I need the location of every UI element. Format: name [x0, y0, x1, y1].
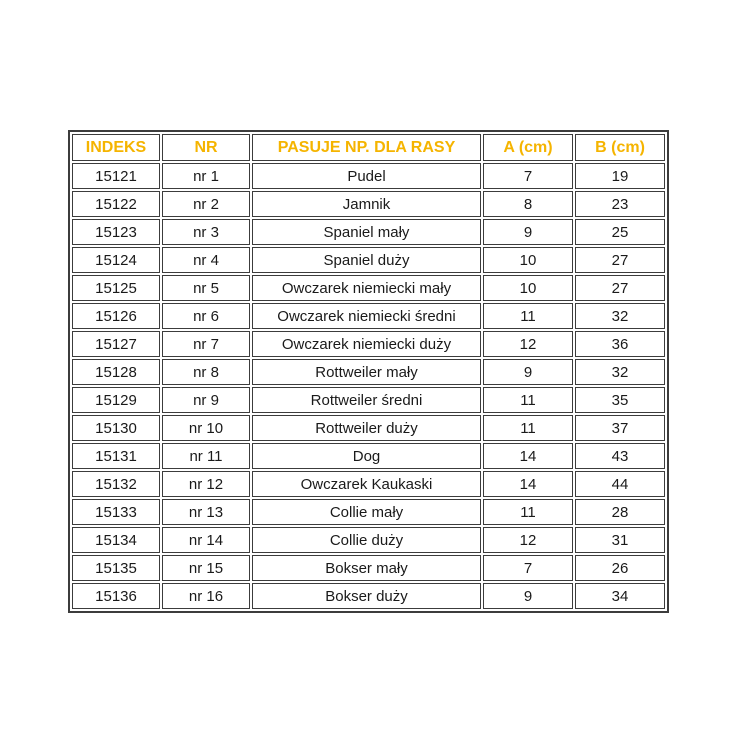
- cell-a-cm: 9: [483, 583, 573, 609]
- cell-b-cm: 27: [575, 247, 665, 273]
- cell-a-cm: 7: [483, 163, 573, 189]
- cell-a-cm: 7: [483, 555, 573, 581]
- cell-breed: Pudel: [252, 163, 481, 189]
- cell-nr: nr 11: [162, 443, 250, 469]
- cell-a-cm: 10: [483, 275, 573, 301]
- cell-a-cm: 8: [483, 191, 573, 217]
- cell-b-cm: 32: [575, 359, 665, 385]
- cell-breed: Owczarek niemiecki mały: [252, 275, 481, 301]
- size-table: [68, 130, 669, 613]
- cell-indeks: 15121: [72, 163, 160, 189]
- cell-a-cm: 11: [483, 499, 573, 525]
- cell-nr: nr 8: [162, 359, 250, 385]
- table-row: [72, 443, 665, 469]
- header-a-cm: A (cm): [483, 134, 573, 161]
- header-indeks: INDEKS: [72, 134, 160, 161]
- cell-nr: nr 13: [162, 499, 250, 525]
- cell-indeks: 15129: [72, 387, 160, 413]
- table-row: [72, 527, 665, 553]
- cell-nr: nr 7: [162, 331, 250, 357]
- cell-indeks: 15134: [72, 527, 160, 553]
- cell-nr: nr 16: [162, 583, 250, 609]
- cell-breed: Bokser mały: [252, 555, 481, 581]
- cell-nr: nr 3: [162, 219, 250, 245]
- cell-nr: nr 1: [162, 163, 250, 189]
- cell-nr: nr 5: [162, 275, 250, 301]
- table-row: [72, 331, 665, 357]
- cell-b-cm: 44: [575, 471, 665, 497]
- size-chart: [68, 130, 669, 613]
- cell-breed: Jamnik: [252, 191, 481, 217]
- cell-b-cm: 34: [575, 583, 665, 609]
- cell-b-cm: 23: [575, 191, 665, 217]
- table-row: [72, 387, 665, 413]
- cell-a-cm: 12: [483, 527, 573, 553]
- cell-indeks: 15128: [72, 359, 160, 385]
- table-body: [72, 163, 665, 609]
- cell-nr: nr 12: [162, 471, 250, 497]
- table-row: [72, 555, 665, 581]
- cell-a-cm: 11: [483, 303, 573, 329]
- cell-breed: Rottweiler mały: [252, 359, 481, 385]
- cell-breed: Owczarek niemiecki duży: [252, 331, 481, 357]
- cell-indeks: 15125: [72, 275, 160, 301]
- cell-b-cm: 28: [575, 499, 665, 525]
- cell-nr: nr 9: [162, 387, 250, 413]
- cell-indeks: 15126: [72, 303, 160, 329]
- cell-b-cm: 37: [575, 415, 665, 441]
- table-row: [72, 191, 665, 217]
- cell-a-cm: 11: [483, 415, 573, 441]
- cell-nr: nr 2: [162, 191, 250, 217]
- cell-b-cm: 25: [575, 219, 665, 245]
- table-row: [72, 471, 665, 497]
- cell-breed: Owczarek niemiecki średni: [252, 303, 481, 329]
- table-row: [72, 219, 665, 245]
- cell-nr: nr 4: [162, 247, 250, 273]
- header-nr: NR: [162, 134, 250, 161]
- table-row: [72, 163, 665, 189]
- cell-b-cm: 31: [575, 527, 665, 553]
- cell-nr: nr 6: [162, 303, 250, 329]
- cell-indeks: 15133: [72, 499, 160, 525]
- cell-b-cm: 43: [575, 443, 665, 469]
- table-row: [72, 359, 665, 385]
- cell-b-cm: 36: [575, 331, 665, 357]
- cell-b-cm: 27: [575, 275, 665, 301]
- table-row: [72, 415, 665, 441]
- cell-breed: Bokser duży: [252, 583, 481, 609]
- cell-breed: Spaniel mały: [252, 219, 481, 245]
- cell-breed: Collie mały: [252, 499, 481, 525]
- table-row: [72, 303, 665, 329]
- cell-b-cm: 35: [575, 387, 665, 413]
- header-b-cm: B (cm): [575, 134, 665, 161]
- table-row: [72, 247, 665, 273]
- header-row: [72, 134, 665, 161]
- cell-nr: nr 14: [162, 527, 250, 553]
- cell-a-cm: 12: [483, 331, 573, 357]
- table-row: [72, 583, 665, 609]
- cell-nr: nr 10: [162, 415, 250, 441]
- cell-breed: Dog: [252, 443, 481, 469]
- header-breed: PASUJE NP. DLA RASY: [252, 134, 481, 161]
- table-row: [72, 275, 665, 301]
- cell-indeks: 15132: [72, 471, 160, 497]
- cell-a-cm: 14: [483, 471, 573, 497]
- cell-indeks: 15131: [72, 443, 160, 469]
- cell-a-cm: 14: [483, 443, 573, 469]
- cell-breed: Collie duży: [252, 527, 481, 553]
- cell-b-cm: 32: [575, 303, 665, 329]
- cell-breed: Owczarek Kaukaski: [252, 471, 481, 497]
- cell-breed: Rottweiler duży: [252, 415, 481, 441]
- cell-indeks: 15136: [72, 583, 160, 609]
- cell-nr: nr 15: [162, 555, 250, 581]
- cell-indeks: 15127: [72, 331, 160, 357]
- cell-b-cm: 26: [575, 555, 665, 581]
- cell-indeks: 15122: [72, 191, 160, 217]
- cell-indeks: 15123: [72, 219, 160, 245]
- cell-indeks: 15130: [72, 415, 160, 441]
- cell-a-cm: 9: [483, 359, 573, 385]
- cell-a-cm: 11: [483, 387, 573, 413]
- cell-b-cm: 19: [575, 163, 665, 189]
- cell-breed: Rottweiler średni: [252, 387, 481, 413]
- table-row: [72, 499, 665, 525]
- cell-breed: Spaniel duży: [252, 247, 481, 273]
- cell-indeks: 15124: [72, 247, 160, 273]
- cell-a-cm: 9: [483, 219, 573, 245]
- cell-indeks: 15135: [72, 555, 160, 581]
- cell-a-cm: 10: [483, 247, 573, 273]
